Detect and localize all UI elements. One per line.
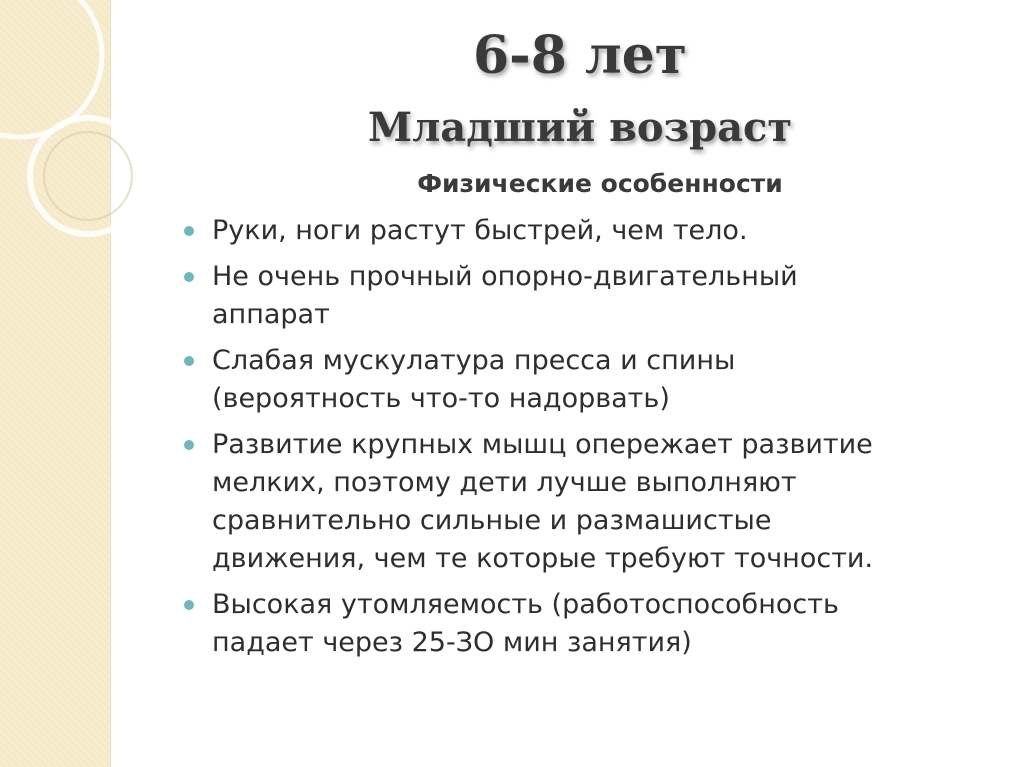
bullet-dot-icon	[184, 356, 194, 366]
bullet-text: Руки, ноги растут быстрей, чем тело.	[212, 215, 748, 246]
bullet-text: Высокая утомляемость (работоспособность падает через 25-ЗО мин занятия)	[212, 589, 839, 658]
slide-subtitle: Младший возраст	[367, 104, 793, 151]
section-heading: Физические особенности	[417, 169, 783, 198]
bullet-text: Слабая мускулатура пресса и спины (вероятность что-то надорвать)	[212, 345, 736, 414]
ring-decoration-icon	[0, 0, 130, 300]
bullet-item	[180, 212, 1000, 250]
slide-title: 6-8 лет	[472, 25, 688, 86]
bullet-text: Развитие крупных мышц опережает развитие мелких, поэтому дети лучше выполняют сравнительно сильные и размашистые движения, чем те которые требуют точности.	[212, 429, 874, 574]
bullet-dot-icon	[184, 272, 194, 282]
ring-inner-icon	[44, 132, 132, 220]
ring-lower-icon	[30, 118, 146, 234]
bullet-item	[180, 586, 1000, 662]
bullet-text: Не очень прочный опорно-двигательный аппарат	[212, 261, 798, 330]
bullet-list	[180, 212, 1000, 670]
bullet-item	[180, 342, 1000, 418]
bullet-item	[180, 426, 1000, 578]
bullet-dot-icon	[184, 226, 194, 236]
bullet-item	[180, 258, 1000, 334]
bullet-dot-icon	[184, 440, 194, 450]
bullet-dot-icon	[184, 600, 194, 610]
